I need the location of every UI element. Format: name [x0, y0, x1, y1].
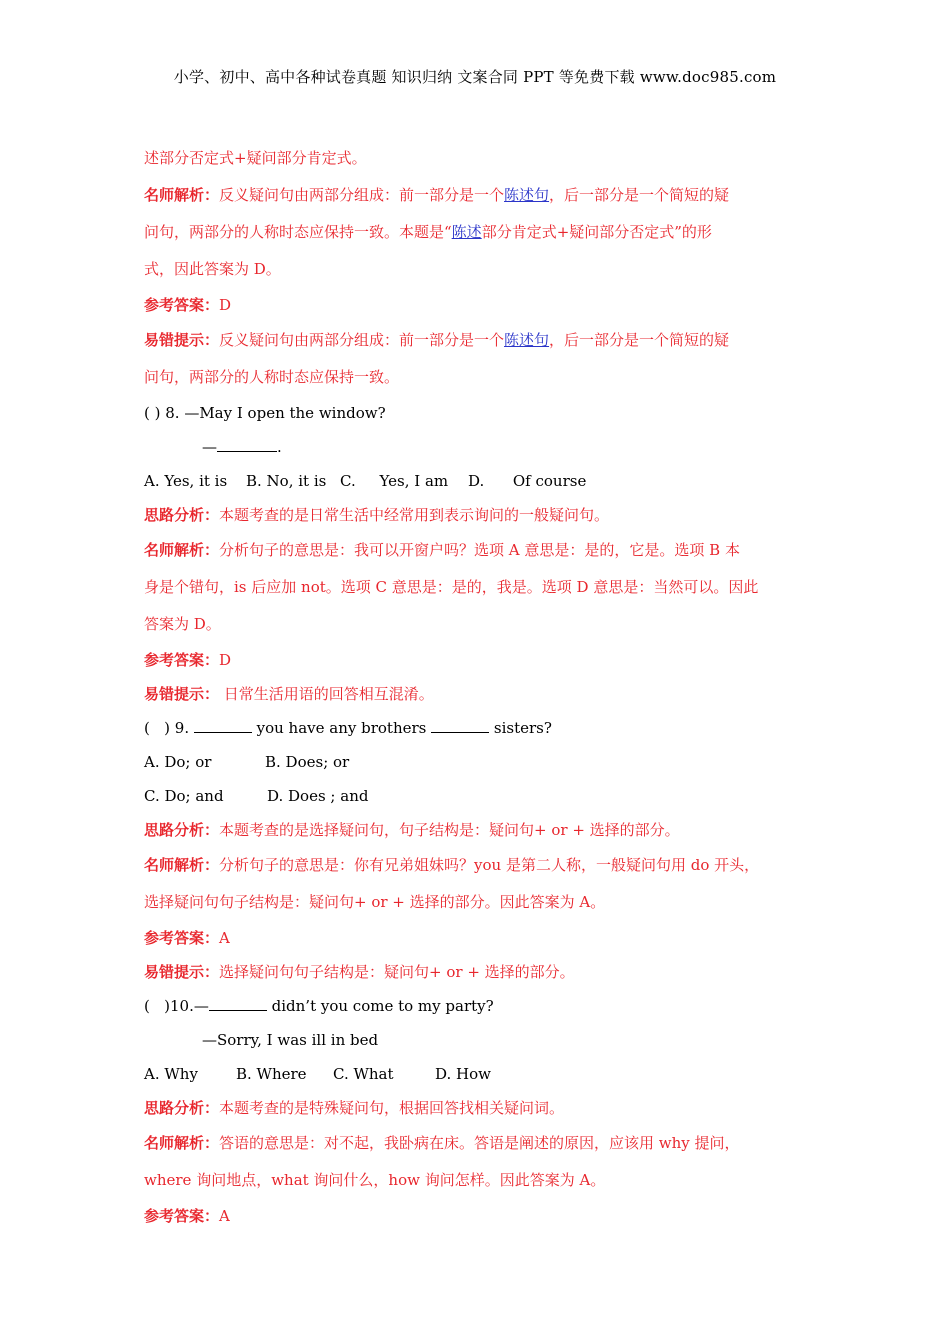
q7-answer — [144, 288, 814, 322]
option-c: C. Yes, I am — [340, 472, 449, 490]
q9-options-2 — [144, 779, 814, 813]
teacher-text: ，后一部分是一个简短的疑 — [549, 186, 730, 204]
teacher-label: 名师解析： — [144, 1134, 220, 1152]
q7-tip — [144, 322, 814, 359]
q9-teacher-analysis — [144, 847, 814, 884]
idea-text: 本题考查的是特殊疑问句，根据回答找相关疑问词。 — [219, 1099, 565, 1117]
option-d: D. Of course — [468, 472, 587, 490]
stem-part: you have any brothers — [251, 719, 432, 737]
tip-label: 易错提示： — [144, 963, 220, 981]
q10-reply: —Sorry, I was ill in bed — [202, 1031, 379, 1049]
q9-teacher-analysis-2: 选择疑问句句子结构是：疑问句+ or + 选择的部分。因此答案为 A。 — [144, 893, 606, 911]
document-body — [144, 140, 814, 1233]
answer-blank — [431, 716, 489, 733]
q9-answer — [144, 921, 814, 955]
q9-options-1 — [144, 745, 814, 779]
tip-text: 反义疑问句由两部分组成：前一部分是一个 — [219, 331, 505, 349]
stem-part: didn’t you come to my party? — [266, 997, 494, 1015]
answer-blank — [209, 994, 267, 1011]
teacher-text: 问句，两部分的人称时态应保持一致。本题是“ — [144, 223, 452, 241]
stem-part: ( )10.— — [144, 997, 209, 1015]
q8-teacher-analysis-2: 身是个错句，is 后应加 not。选项 C 意思是：是的，我是。选项 D 意思是：当然可以。因此 — [144, 578, 759, 596]
teacher-text: 反义疑问句由两部分组成：前一部分是一个 — [219, 186, 505, 204]
answer-label: 参考答案： — [144, 929, 220, 947]
teacher-text: 答语的意思是：对不起，我卧病在床。答语是阐述的原因，应该用 why 提问， — [219, 1134, 740, 1152]
q7-teacher-analysis-2 — [144, 214, 814, 251]
option-c: C. What — [333, 1065, 394, 1083]
q7-tip-2: 问句，两部分的人称时态应保持一致。 — [144, 368, 400, 386]
q7-teacher-analysis — [144, 177, 814, 214]
option-d: D. Does ; and — [267, 787, 369, 805]
idea-text: 本题考查的是日常生活中经常用到表示询问的一般疑问句。 — [219, 506, 610, 524]
answer-value: A — [219, 929, 230, 947]
option-b: B. Does; or — [265, 753, 350, 771]
idea-label: 思路分析： — [144, 506, 220, 524]
q8-reply — [144, 430, 814, 464]
q7-continuation: 述部分否定式+疑问部分肯定式。 — [144, 149, 367, 167]
q10-stem — [144, 989, 814, 1023]
q9-idea — [144, 813, 814, 847]
q9-tip — [144, 955, 814, 989]
answer-value: A — [219, 1207, 230, 1225]
tip-text: 日常生活用语的回答相互混淆。 — [219, 685, 434, 703]
answer-value: D — [219, 296, 232, 314]
q8-options — [144, 464, 814, 498]
tip-text: 选择疑问句句子结构是：疑问句+ or + 选择的部分。 — [219, 963, 575, 981]
answer-label: 参考答案： — [144, 651, 220, 669]
idea-label: 思路分析： — [144, 821, 220, 839]
q8-teacher-analysis-3: 答案为 D。 — [144, 615, 221, 633]
answer-value: D — [219, 651, 232, 669]
answer-label: 参考答案： — [144, 1207, 220, 1225]
option-b: B. Where — [236, 1065, 307, 1083]
teacher-label: 名师解析： — [144, 856, 220, 874]
q7-teacher-analysis-3: 式，因此答案为 D。 — [144, 260, 281, 278]
answer-label: 参考答案： — [144, 296, 220, 314]
tip-text: ，后一部分是一个简短的疑 — [549, 331, 730, 349]
idea-label: 思路分析： — [144, 1099, 220, 1117]
teacher-label: 名师解析： — [144, 541, 220, 559]
q8-stem: ( ) 8. —May I open the window? — [144, 404, 386, 422]
teacher-text: 部分肯定式+疑问部分否定式”的形 — [481, 223, 712, 241]
q10-teacher-analysis — [144, 1125, 814, 1162]
tip-label: 易错提示： — [144, 331, 220, 349]
q10-options — [144, 1057, 814, 1091]
option-a: A. Why — [144, 1065, 198, 1083]
option-d: D. How — [435, 1065, 491, 1083]
q8-answer — [144, 643, 814, 677]
page-header: 小学、初中、高中各种试卷真题 知识归纳 文案合同 PPT 等免费下载 www.doc985.com — [173, 68, 777, 86]
teacher-text: 分析句子的意思是：你有兄弟姐妹吗？you 是第二人称，一般疑问句用 do 开头， — [219, 856, 760, 874]
idea-text: 本题考查的是选择疑问句，句子结构是：疑问句+ or + 选择的部分。 — [219, 821, 680, 839]
option-b: B. No, it is — [246, 472, 327, 490]
q10-teacher-analysis-2: where 询问地点，what 询问什么，how 询问怎样。因此答案为 A。 — [144, 1171, 606, 1189]
q10-idea — [144, 1091, 814, 1125]
statement-link[interactable]: 陈述句 — [504, 331, 550, 349]
stem-part: ( ) 9. — [144, 719, 194, 737]
teacher-label: 名师解析： — [144, 186, 220, 204]
q8-tip — [144, 677, 814, 711]
reply-end: . — [277, 438, 282, 456]
tip-label: 易错提示： — [144, 685, 220, 703]
q9-stem — [144, 711, 814, 745]
q8-teacher-analysis — [144, 532, 814, 569]
statement-link[interactable]: 陈述句 — [504, 186, 550, 204]
option-a: A. Do; or — [144, 753, 212, 771]
answer-blank — [194, 716, 252, 733]
answer-blank — [217, 435, 277, 452]
teacher-text: 分析句子的意思是：我可以开窗户吗？选项 A 意思是：是的，它是。选项 B 本 — [219, 541, 740, 559]
stem-part: sisters? — [489, 719, 552, 737]
reply-dash: — — [202, 438, 217, 456]
option-a: A. Yes, it is — [144, 472, 228, 490]
q8-idea — [144, 498, 814, 532]
q10-answer — [144, 1199, 814, 1233]
statement-link[interactable]: 陈述 — [451, 223, 482, 241]
option-c: C. Do; and — [144, 787, 224, 805]
